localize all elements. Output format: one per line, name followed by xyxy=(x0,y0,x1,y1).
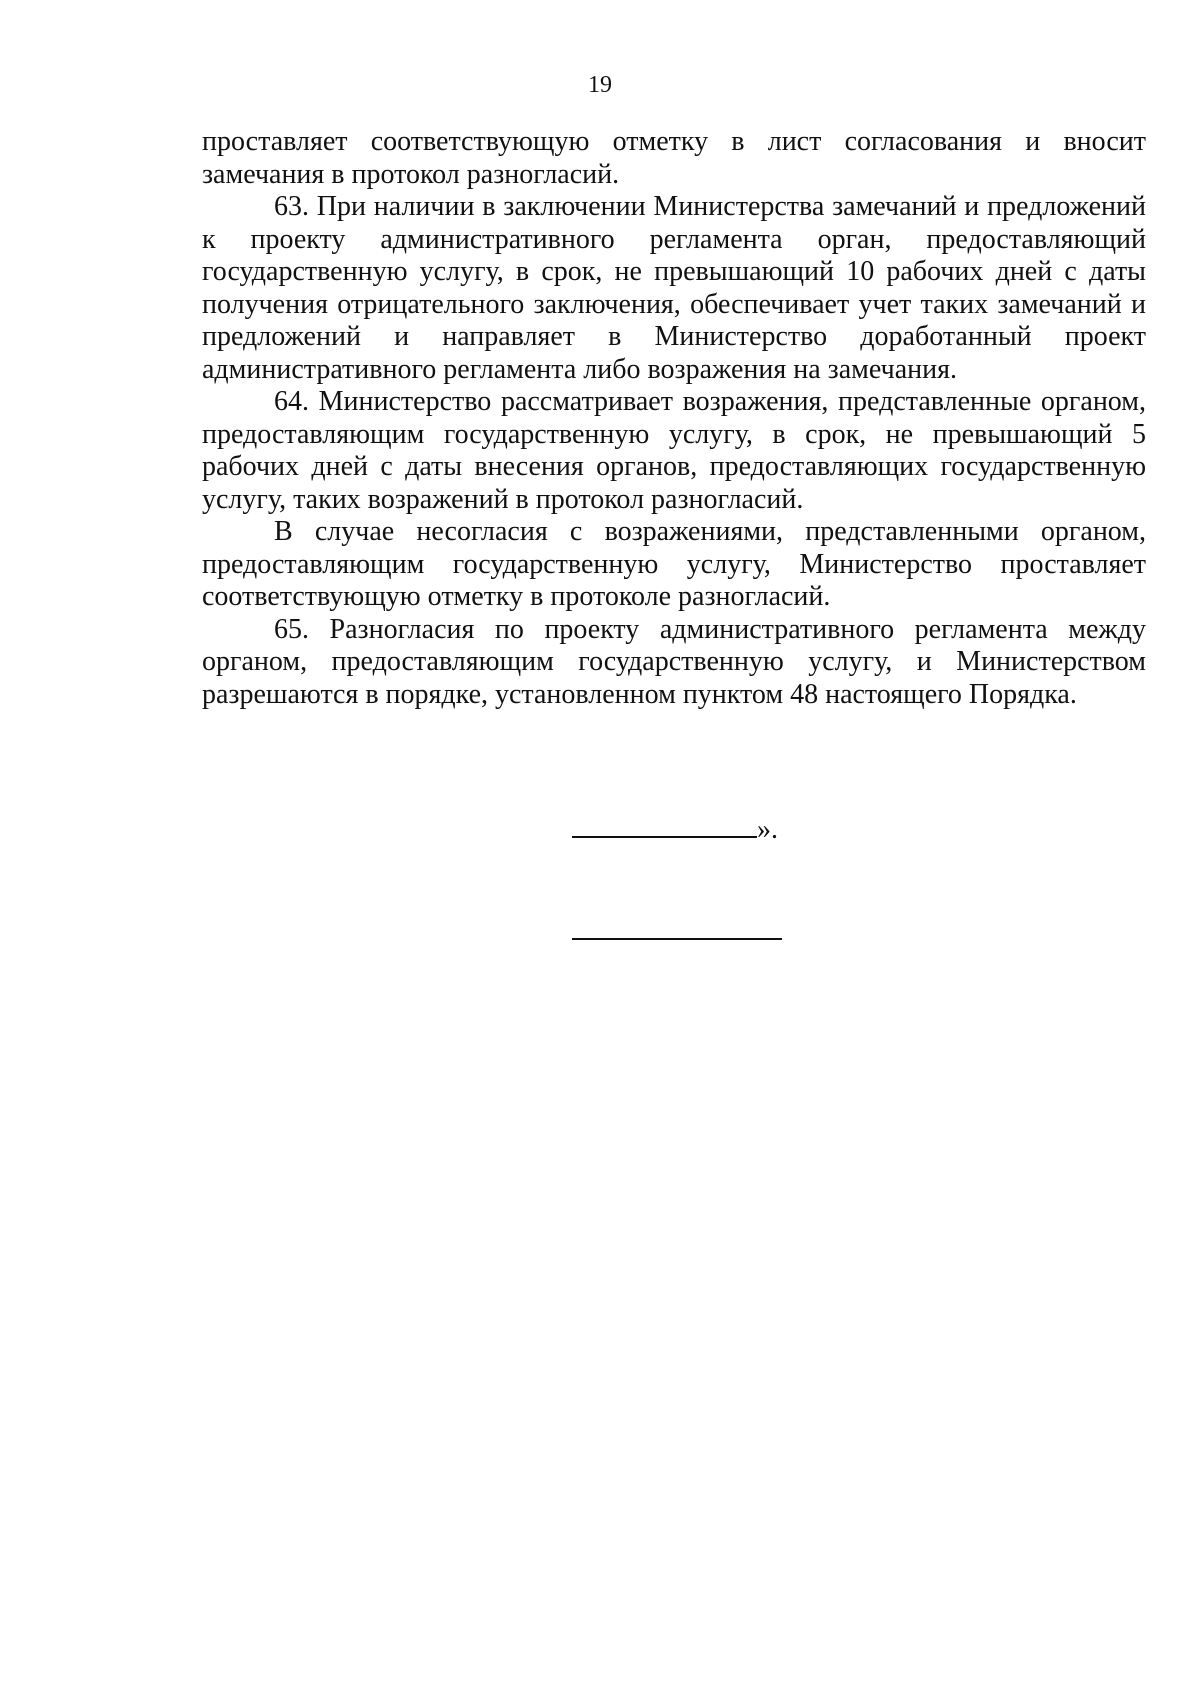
paragraph-64: 64. Министерство рассматривает возражения, представленные органом, предоставляющим государственную услугу, в срок, не превышающий 5 рабочих дней с даты внесения органов, предоставляющих государственную услугу, таких возражений в протокол разногласий. xyxy=(202,386,1146,515)
paragraph-65: 65. Разногласия по проекту административного регламента между органом, предоставляющим государственную услугу, и Министерством разрешаются в порядке, установленном пунктом 48 настоящего Порядка. xyxy=(202,613,1146,710)
closing-quote-mark: ». xyxy=(757,814,778,845)
end-of-document-rule xyxy=(572,938,782,940)
page-number: 19 xyxy=(588,72,612,98)
closing-underline xyxy=(572,808,757,838)
closing-quote-line xyxy=(572,808,778,846)
paragraph-continuation: проставляет соответствующую отметку в лист согласования и вносит замечания в протокол разногласий. xyxy=(202,126,1146,190)
document-body xyxy=(202,126,1146,711)
paragraph-64-disagreement: В случае несогласия с возражениями, представленными органом, предоставляющим государственную услугу, Министерство проставляет соответствующую отметку в протоколе разногласий. xyxy=(202,516,1146,612)
paragraph-63: 63. При наличии в заключении Министерства замечаний и предложений к проекту административного регламента орган, предоставляющий государственную услугу, в срок, не превышающий 10 рабочих дней с даты получения отрицательного заключения, обеспечивает учет таких замечаний и предложений и направляет в Министерство доработанный проект административного регламента либо возражения на замечания. xyxy=(202,191,1146,385)
